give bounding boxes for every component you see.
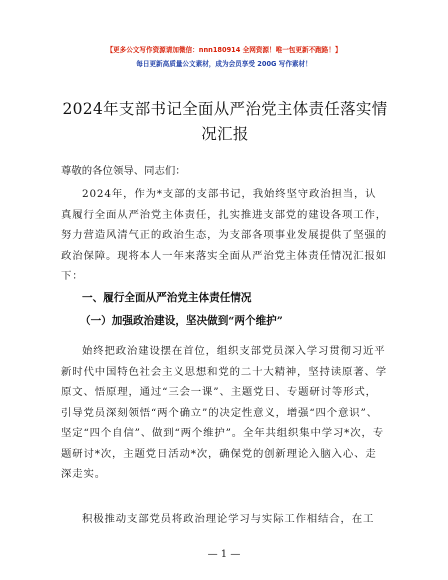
paragraph-continued: 积极推动支部党员将政治理论学习与实际工作相结合，在工 — [82, 513, 375, 525]
document-title: 2024年支部书记全面从严治党主体责任落实情况汇报 — [62, 100, 388, 143]
promo-banner-line-1: 【更多公文写作资源请加微信：nnn180914 全网资源！唯一包更新不跑路！】 — [106, 46, 342, 54]
greeting: 尊敬的各位领导、同志们： — [61, 165, 186, 177]
promo-banner-line-2: 每日更新高质量公文素材，成为会员享受 200G 写作素材！ — [136, 60, 312, 68]
subsection-heading: （一）加强政治建设，坚决做到“两个维护” — [80, 315, 283, 327]
paragraph-intro: 2024年，作为*支部的支部书记，我始终坚守政治担当，认真履行全面从严治党主体责任，扎实推进支部党的建设各项工作，努力营造风清气正的政治生态，为支部各项事业发展提供了坚强的政治保障。现将本人一年来落实全面从严治党主体责任情况汇报如下： — [61, 188, 387, 282]
section-heading: 一、履行全面从严治党主体责任情况 — [82, 292, 252, 304]
page-number: — 1 — — [207, 549, 241, 560]
paragraph-political-building: 始终把政治建设摆在首位，组织支部党员深入学习贯彻习近平新时代中国特色社会主义思想和党的二十大精神，坚持读原著、学原文、悟原理，通过“三会一课”、主题党日、专题研讨等形式，引导党员深刻领悟“两个确立”的决定性意义，增强“四个意识”、坚定“四个自信”、做到“两个维护”。全年共组织集中学习*次，专题研讨*次，主题党日活动*次，确保党的创新理论入脑入心、走深走实。 — [61, 345, 387, 480]
